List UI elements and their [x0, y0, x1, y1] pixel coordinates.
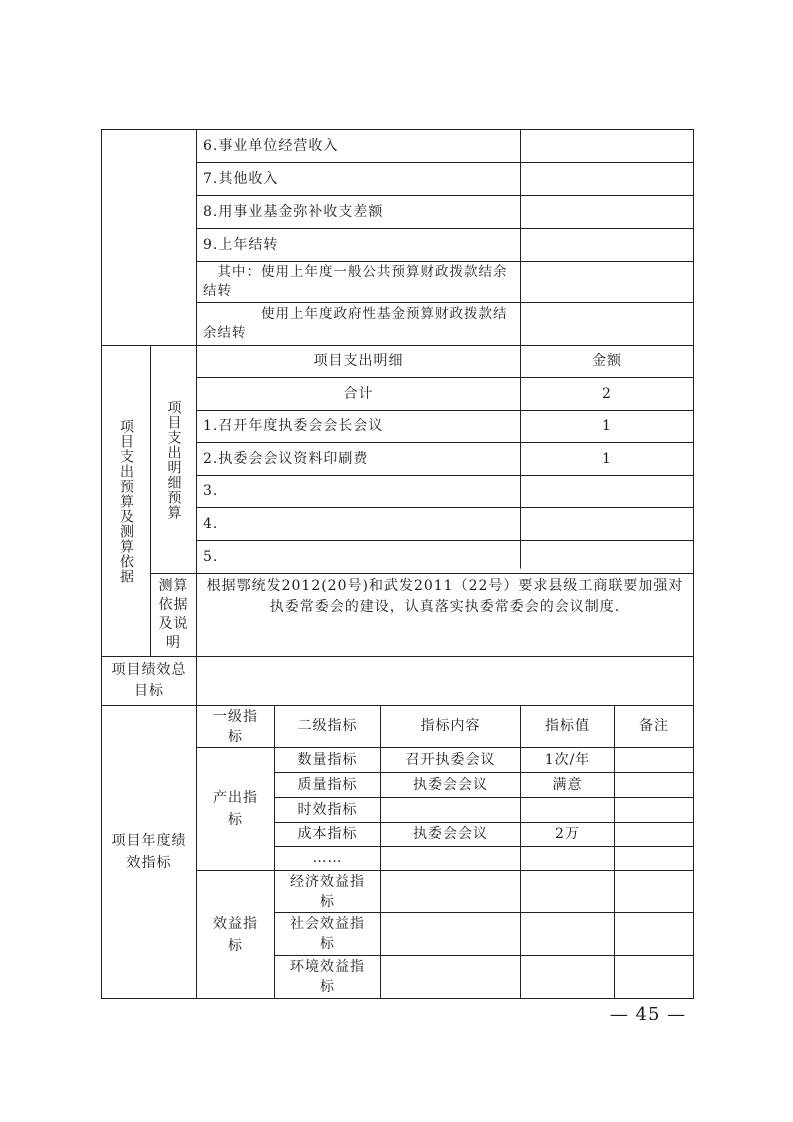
indicator-header: 备注	[639, 718, 669, 734]
indicator-value	[521, 871, 614, 912]
indicator-note	[615, 798, 693, 822]
indicator-content	[381, 913, 520, 955]
income-row: 8.用事业基金弥补收支差额	[203, 203, 384, 220]
indicator-value: 满意	[552, 776, 583, 793]
indicator-note	[615, 773, 693, 797]
indicator-value	[521, 956, 614, 998]
indicator-note	[615, 871, 693, 912]
indicator-content: 执委会会议	[413, 776, 488, 793]
expenditure-item-name: 2.执委会会议资料印刷费	[203, 450, 369, 467]
expenditure-item-amount: 1	[602, 450, 612, 467]
indicator-header: 指标值	[545, 718, 590, 734]
indicators-section-label: 项目年度绩效指标	[111, 833, 187, 871]
indicator-name: 环境效益指标	[290, 959, 365, 995]
indicator-name: 数量指标	[297, 751, 358, 768]
expenditure-item-name: 5.	[203, 548, 219, 565]
expenditure-section-label-text: 项目支出预算及测算依据	[118, 418, 134, 584]
indicator-content: 执委会会议	[413, 826, 488, 842]
indicator-name: 经济效益指标	[290, 873, 365, 910]
output-indicator-label: 产出指标	[213, 790, 258, 828]
expenditure-item-amount	[521, 541, 693, 573]
indicator-header: 二级指标	[297, 718, 358, 734]
indicator-name: ……	[312, 850, 343, 866]
indicator-name: 社会效益指标	[290, 916, 365, 952]
indicator-header: 指标内容	[420, 718, 481, 734]
indicator-value	[521, 913, 614, 955]
expenditure-item-amount: 1	[602, 418, 612, 434]
income-row: 6.事业单位经营收入	[203, 137, 339, 154]
indicator-value: 2万	[555, 826, 580, 842]
expenditure-detail-label	[151, 346, 196, 573]
indicator-note	[615, 956, 693, 998]
indicator-content	[381, 847, 520, 870]
indicator-note	[615, 748, 693, 772]
expenditure-item-name: 4.	[203, 515, 219, 532]
expenditure-item-name: 3.	[203, 483, 219, 499]
benefit-indicator-label: 效益指标	[213, 915, 258, 954]
indicator-note	[615, 847, 693, 870]
expenditure-item-amount	[521, 476, 693, 507]
indicator-content: 召开执委会议	[405, 751, 496, 768]
expenditure-detail-label-text: 项目支出明细预算	[165, 399, 182, 520]
income-row: 7.其他收入	[203, 170, 279, 187]
income-row: 使用上年度政府性基金预算财政拨款结余结转	[203, 306, 508, 341]
indicator-content	[381, 798, 520, 822]
indicator-note	[615, 913, 693, 955]
indicator-name: 质量指标	[297, 776, 358, 793]
basis-text: 根据鄂统发2012(20号)和武发2011（22号）要求县级工商联要加强对执委常委会的建设，认真落实执委常委会的会议制度.	[206, 578, 684, 615]
indicator-value: 1次/年	[544, 751, 591, 768]
expenditure-header-amount: 金额	[592, 353, 622, 369]
basis-label: 测算依据及说明	[158, 578, 189, 651]
indicator-name: 时效指标	[297, 801, 358, 818]
indicator-value	[521, 847, 614, 870]
performance-goal-value	[197, 657, 693, 705]
income-row: 其中：使用上年度一般公共预算财政拨款结余结转	[203, 264, 508, 299]
indicator-content	[381, 871, 520, 912]
performance-goal-label: 项目绩效总目标	[111, 662, 187, 699]
expenditure-section-label	[102, 346, 150, 656]
expenditure-header-item: 项目支出明细	[313, 353, 404, 369]
indicator-value	[521, 798, 614, 822]
expenditure-total-label: 合计	[343, 385, 374, 402]
indicator-header: 一级指标	[213, 708, 258, 745]
expenditure-item-amount	[521, 508, 693, 540]
indicator-content	[381, 956, 520, 998]
expenditure-item-name: 1.召开年度执委会会长会议	[203, 418, 384, 434]
indicator-note	[615, 823, 693, 846]
expenditure-total-amount: 2	[602, 385, 612, 402]
indicator-name: 成本指标	[297, 826, 358, 842]
page-number: — 45 —	[609, 1003, 687, 1025]
income-row: 9.上年结转	[203, 236, 279, 253]
